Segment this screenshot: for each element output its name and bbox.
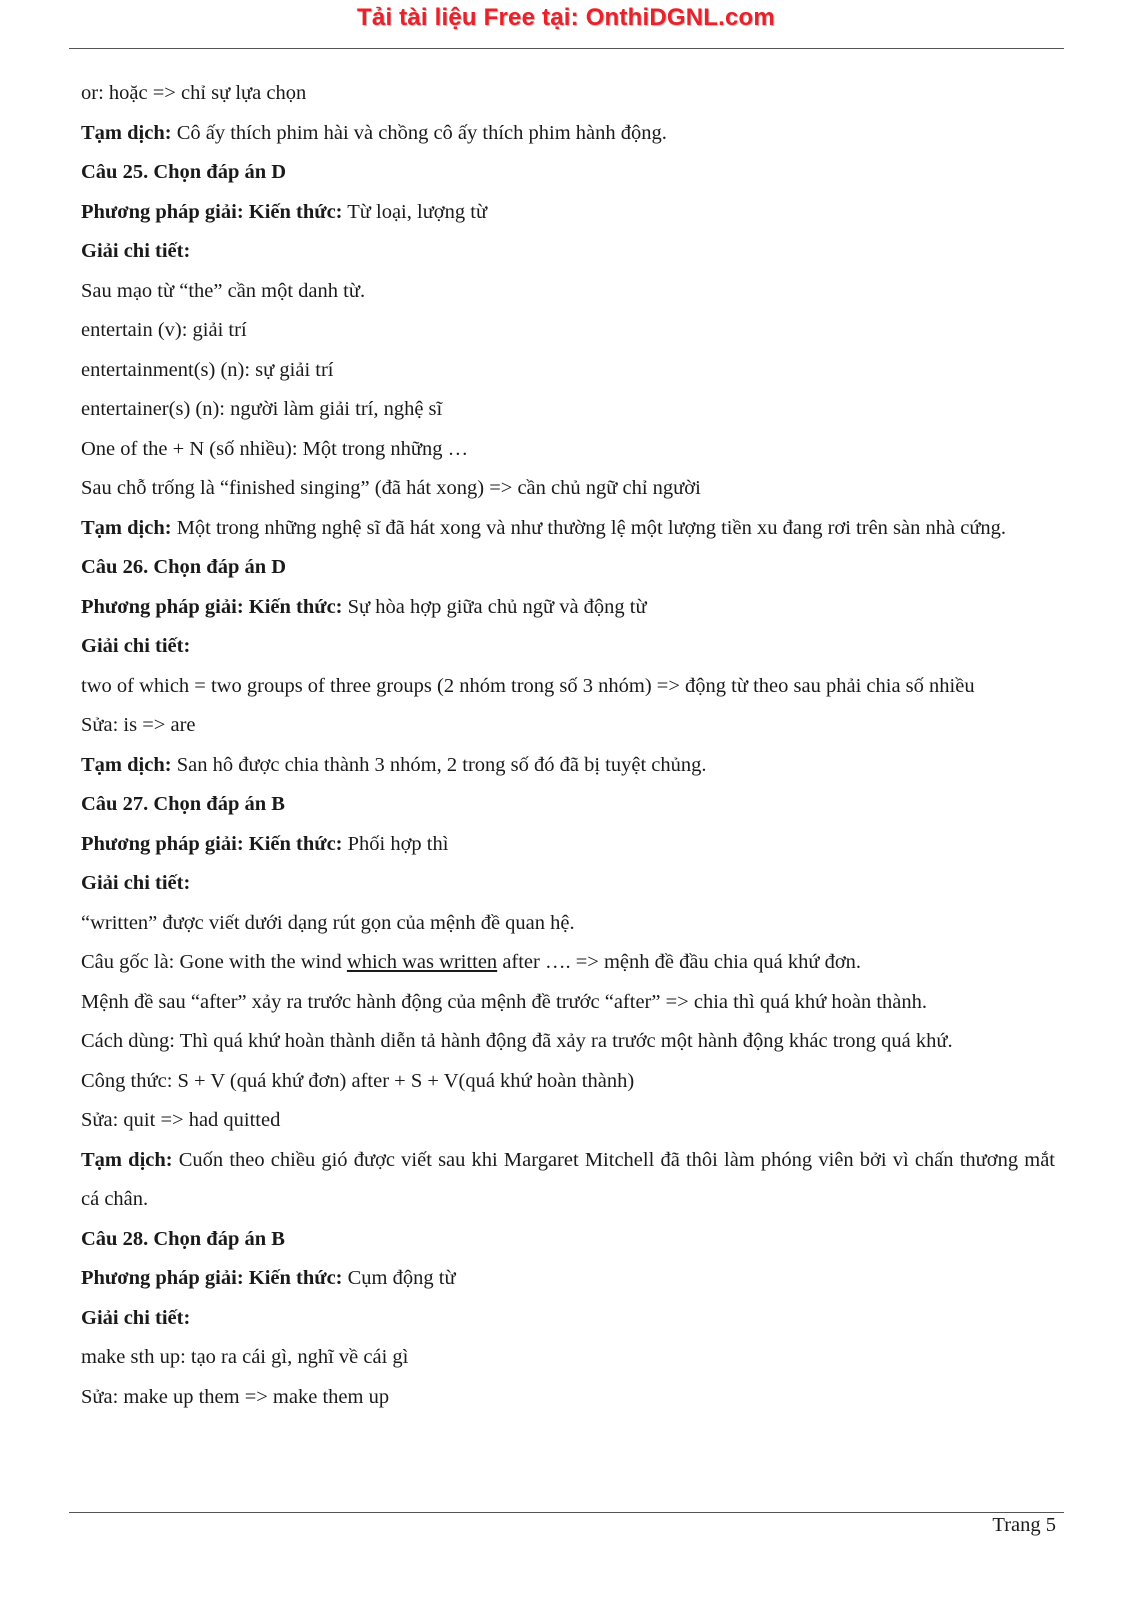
text-line: Công thức: S + V (quá khứ đơn) after + S + V(quá khứ hoàn thành) [81,1069,635,1092]
fix-line: Sửa: quit => had quitted [81,1109,281,1131]
translation-text: Một trong những nghệ sĩ đã hát xong và như thường lệ một lượng tiền xu đang rơi trên sàn nhà cứng. [171,516,1007,539]
method-label: Phương pháp giải: Kiến thức: [81,200,343,223]
question-26-heading: Câu 26. Chọn đáp án D [81,556,287,578]
text-line: Sau chỗ trống là “finished singing” (đã hát xong) => cần chủ ngữ chỉ người [81,477,701,499]
question-25-heading: Câu 25. Chọn đáp án D [81,161,287,183]
method-text: Cụm động từ [342,1267,456,1289]
fix-line: Sửa: make up them => make them up [81,1385,390,1408]
text-segment: after …. => mệnh đề đầu chia quá khứ đơn. [497,951,862,973]
translation-text: Cô ấy thích phim hài và chồng cô ấy thích phim hành động. [171,121,667,144]
detail-heading: Giải chi tiết: [81,635,191,657]
text-line: Cách dùng: Thì quá khứ hoàn thành diễn tả hành động đã xảy ra trước một hành động khác trong quá khứ. [81,1030,953,1052]
method-line [81,1259,1055,1299]
translation-label: Tạm dịch: [81,121,172,144]
text-line: One of the + N (số nhiều): Một trong những … [81,437,469,460]
method-label: Phương pháp giải: Kiến thức: [81,1267,343,1289]
method-line [81,588,1055,628]
method-text: Từ loại, lượng từ [342,200,488,223]
translation-line [81,746,1055,786]
text-line: or: hoặc => chỉ sự lựa chọn [81,82,307,104]
header-banner: Tải tài liệu Free tại: OnthiDGNL.com [357,4,775,31]
translation-text: Cuốn theo chiều gió được viết sau khi Margaret Mitchell đã thôi làm phóng viên bởi vì chấn thương mắt cá chân. [81,1148,1055,1210]
translation-paragraph [81,509,1055,549]
underlined-phrase: which was written [346,951,498,973]
detail-heading: Giải chi tiết: [81,1306,191,1329]
question-28-heading: Câu 28. Chọn đáp án B [81,1227,285,1250]
method-text: Sự hòa hợp giữa chủ ngữ và động từ [342,595,647,618]
translation-line [81,114,1055,154]
text-paragraph: two of which = two groups of three groups (2 nhóm trong số 3 nhóm) => động từ theo sau phải chia số nhiều [81,674,975,697]
text-line: “written” được viết dưới dạng rút gọn của mệnh đề quan hệ. [81,911,575,934]
text-line: entertainment(s) (n): sự giải trí [81,358,334,381]
page-number: Trang 5 [992,1514,1056,1536]
method-line [81,193,1055,233]
footer-divider [69,1512,1064,1513]
text-line: entertainer(s) (n): người làm giải trí, nghệ sĩ [81,398,443,420]
header-divider [69,48,1064,49]
method-text: Phối hợp thì [342,832,449,855]
document-body [81,74,1055,1417]
text-segment: Câu gốc là: Gone with the wind [81,951,347,973]
detail-heading: Giải chi tiết: [81,240,191,262]
method-label: Phương pháp giải: Kiến thức: [81,832,343,855]
translation-label: Tạm dịch: [81,753,172,776]
translation-paragraph [81,1141,1055,1220]
text-line: Sau mạo từ “the” cần một danh từ. [81,279,366,302]
text-line: Mệnh đề sau “after” xảy ra trước hành động của mệnh đề trước “after” => chia thì quá khứ hoàn thành. [81,990,927,1013]
detail-heading: Giải chi tiết: [81,872,191,894]
translation-text: San hô được chia thành 3 nhóm, 2 trong số đó đã bị tuyệt chủng. [171,753,707,776]
fix-line: Sửa: is => are [81,714,196,736]
method-label: Phương pháp giải: Kiến thức: [81,595,343,618]
translation-label: Tạm dịch: [81,1148,173,1171]
question-27-heading: Câu 27. Chọn đáp án B [81,793,285,815]
text-line [81,943,1055,983]
translation-label: Tạm dịch: [81,516,172,539]
method-line [81,825,1055,865]
text-line: make sth up: tạo ra cái gì, nghĩ về cái gì [81,1346,409,1368]
text-line: entertain (v): giải trí [81,319,247,341]
